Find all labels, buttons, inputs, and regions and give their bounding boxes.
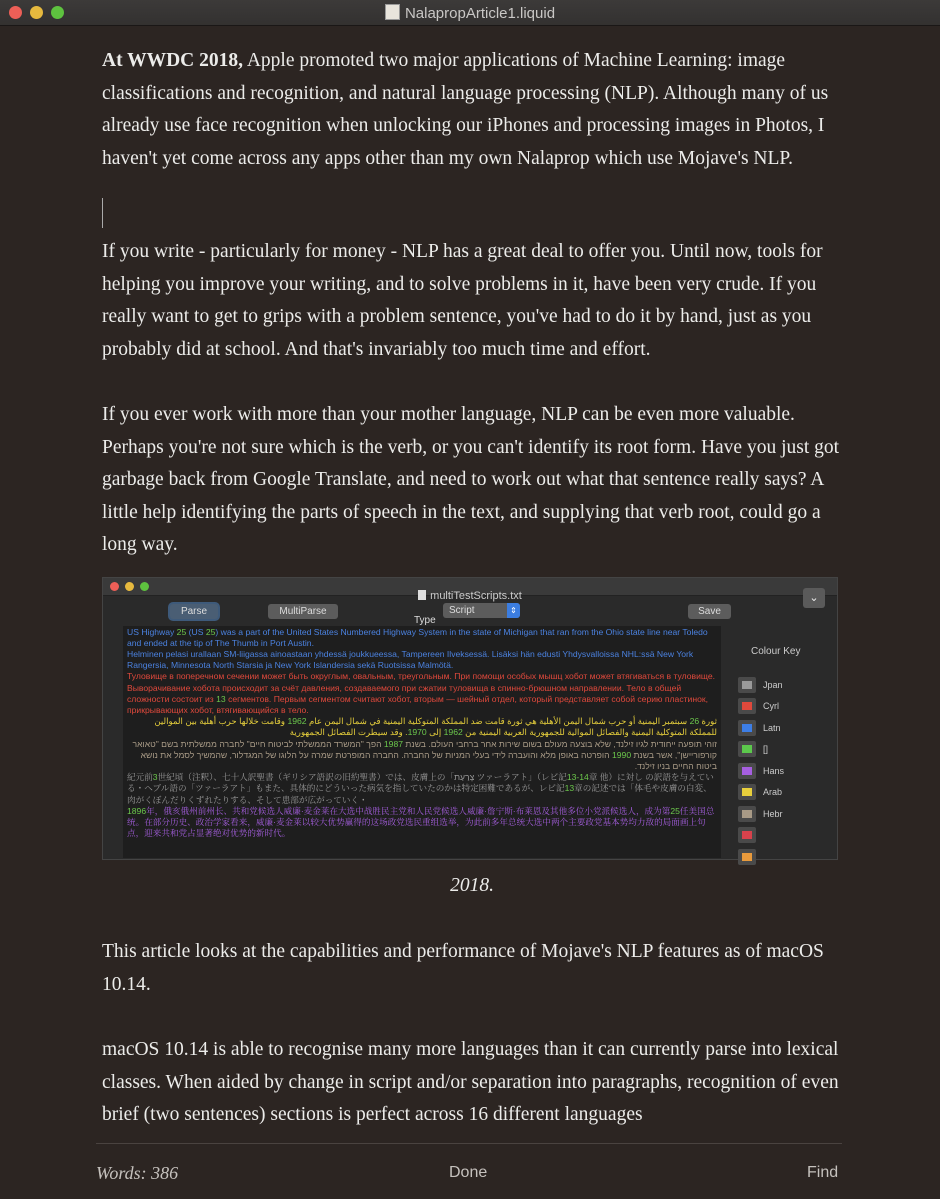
word-count: Words: 386 bbox=[96, 1163, 179, 1183]
shot-text-line: זוהי תופעה ייחודית לגיו זילנד, שלא בוצעה מעולם בשום שירות אחר ברחבי העולם. בשנת 1987 הפך "המשרד הממשלתי לביטוח חיים" לחברה ממשלתית בשם "טאואר קורפוריישן", אשר בשנת 1990 הופרטה באופן מלא והועברה לידי בעלי המניות של החברה. החברה המופרטת שמרה על הלוגו של המגדלור, שהמשיך לסמל את נושא ביטוח החיים בניו זילנד. bbox=[132, 738, 717, 771]
number-token: 1962 bbox=[443, 727, 463, 738]
colour-swatch-icon bbox=[738, 741, 756, 757]
number-token: 13-14 bbox=[566, 772, 589, 783]
colour-key-label: [] bbox=[763, 744, 769, 754]
shot-text-line: 1896年，俄亥俄州前州长、共和党候选人威廉·麦金莱在大选中战胜民主党和人民党候选人威廉·詹宁斯·布莱恩及其他多位小党派候选人，成为第25任美国总统。在部分历史、政治学家看来，威廉·麦金莱以较大优势赢得的这场政党选民重组选举，为此前多年总统大选中两个主要政党基本势均力敌的局面画上句点，迎来共和党占显著绝对优势的新时代。 bbox=[127, 805, 715, 839]
colour-key-item bbox=[743, 739, 833, 761]
number-token: 3 bbox=[152, 772, 158, 783]
document-icon bbox=[385, 4, 400, 20]
colour-key-item bbox=[743, 803, 833, 825]
colour-key-label: Jpan bbox=[763, 679, 783, 690]
window-title: NalapropArticle1.liquid bbox=[0, 4, 940, 22]
colour-key-label: Hebr bbox=[763, 808, 783, 819]
colour-key-label: Hans bbox=[763, 765, 785, 776]
colour-key-item bbox=[743, 696, 833, 718]
colour-key-label: Latn bbox=[763, 722, 781, 733]
colour-swatch-icon bbox=[738, 784, 756, 800]
shot-text-line: Helminen pelasi urallaan SM-liigassa ainoastaan yhdessä joukkueessa, Tampereen Ilveksessä. Lisäksi hän edusti Yhdysvalloissa NHL:ssä New York Rangersia, Minnesota North Starsia ja New York Islandersia sekä Ruotsissa Malmötä. bbox=[127, 648, 694, 671]
colour-key-item bbox=[743, 674, 833, 696]
number-token: 25 bbox=[670, 805, 680, 816]
colour-swatch-icon bbox=[738, 849, 756, 865]
colour-swatch-icon bbox=[738, 763, 756, 779]
paragraph-5: macOS 10.14 is able to recognise many more languages than it can currently parse into lexical classes. When aided by change in script and/or separation into paragraphs, recognition of even brief (two sentences) sections is perfect across 16 different languages bbox=[102, 1039, 839, 1125]
shot-document-icon bbox=[418, 590, 426, 600]
shot-type-label: Type bbox=[414, 614, 436, 626]
paragraph-3: If you ever work with more than your mother language, NLP can be even more valuable. Perhaps you're not sure which is the verb, or you can't identify its root form. Have you just got garbage back from Google Translate, and need to work out what that sentence really says? A little help identifying the parts of speech in the text, and supplying that verb root, could go a long way. bbox=[102, 404, 840, 555]
paragraph-4: This article looks at the capabilities and performance of Mojave's NLP features as of macOS 10.14. bbox=[102, 941, 824, 995]
select-stepper-icon: ⇕ bbox=[507, 603, 520, 618]
shot-save-button: Save bbox=[688, 604, 731, 619]
colour-swatch-icon bbox=[738, 720, 756, 736]
colour-swatch-icon bbox=[738, 677, 756, 693]
colour-key-label: Cyrl bbox=[763, 701, 779, 711]
colour-key-item bbox=[743, 782, 833, 804]
colour-key-item bbox=[743, 760, 833, 782]
number-token: 1970 bbox=[407, 727, 427, 738]
number-token: 13 bbox=[216, 693, 226, 704]
colour-swatch-icon bbox=[738, 698, 756, 714]
colour-swatch-icon bbox=[738, 806, 756, 822]
colour-key-title: Colour Key bbox=[751, 645, 801, 657]
shot-text-line: Туловище в поперечном сечении может быть округлым, овальным, треугольным. При помощи особых мышц хобот может втягиваться в туловище. Выворачивание хобота происходит за счёт давления, создаваемого при сжатии туловища в спинно-брюшном направлении. Тело в общей сложности состоит из 13 сегментов. Первым сегментом считают хобот, вторым — шейный отдел, который представляет собой серию пластинок, прикрывающих хобот, втягивающийся в тело. bbox=[127, 671, 716, 715]
number-token: 13 bbox=[564, 783, 575, 794]
number-token: 1962 bbox=[287, 716, 307, 727]
shot-text-line: ثورة 26 سبتمبر اليمنية أو حرب شمال اليمن الأهلية هي ثورة قامت ضد المملكة المتوكلية اليمنية في شمال اليمن عام 1962 وقامت خلالها حرب أهلية بين الموالين للمملكة المتوكلية اليمنية والفصائل الموالية للجمهورية العربية اليمنية من 1962 إلى 1970. وقد سيطرت الفصائل الجمهورية bbox=[154, 716, 717, 738]
lead-bold: At WWDC 2018, bbox=[102, 50, 244, 71]
colour-key-item bbox=[743, 717, 833, 739]
text-cursor bbox=[102, 198, 103, 228]
shot-type-select: Script ⇕ bbox=[443, 603, 520, 618]
shot-titlebar: multiTestScripts.txt bbox=[103, 578, 837, 596]
shot-multiparse-button: MultiParse bbox=[268, 604, 338, 619]
embedded-screenshot bbox=[102, 577, 838, 860]
paragraph-2: If you write - particularly for money - NLP has a great deal to offer you. Until now, tools for helping you improve your writing, and to solve problems in it, have been very crude. If you really want to get to grips with a problem sentence, you've had to do it by hand, just as you probably did at school. And that's invariably too much time and effort. bbox=[102, 241, 823, 360]
figure-caption: 2018. bbox=[450, 874, 494, 896]
shot-text-view bbox=[123, 626, 721, 858]
number-token: 25 bbox=[176, 626, 187, 637]
number-token: 1896 bbox=[127, 805, 147, 816]
footer-bar bbox=[0, 1155, 940, 1185]
number-token: 1990 bbox=[611, 749, 632, 760]
done-button[interactable]: Done bbox=[449, 1164, 488, 1181]
paragraph-1: At WWDC 2018, Apple promoted two major applications of Machine Learning: image classifications and recognition, and natural language processing (NLP). Although many of us already use face recognition when unlocking our iPhones and processing images in Photos, I haven't yet come across any apps other than my own Nalaprop which use Mojave's NLP. bbox=[102, 50, 829, 169]
chevron-down-icon: ⌄ bbox=[803, 588, 825, 608]
colour-key-item bbox=[743, 846, 833, 868]
number-token: 25 bbox=[205, 626, 216, 637]
article-editor[interactable] bbox=[102, 45, 842, 1165]
footer-divider bbox=[96, 1143, 842, 1144]
window-titlebar bbox=[0, 0, 940, 26]
number-token: 26 bbox=[689, 716, 700, 727]
colour-key bbox=[743, 626, 833, 868]
colour-key-item bbox=[743, 825, 833, 847]
shot-text-line: 紀元前3世紀頃（注釈）、七十人訳聖書（ギリシア語訳の旧約聖書）では、皮膚上の「צָרַעַת ツァーラアト」（レビ記13-14章 他）に対し の訳語を与えている・ヘブル語の「ツァーラアト」もまた、具体的にどういった病気を指していたのかは特定困難であるが、レビ記13章の記述では「体毛や皮膚の白変、肉がくぼんだりくずれたりする、そして患部が広がっていく・ bbox=[127, 772, 714, 805]
colour-key-label: Arab bbox=[763, 787, 783, 797]
number-token: 1987 bbox=[383, 738, 404, 749]
shot-text-line: US Highway 25 (US 25) was a part of the United States Numbered Highway System in the state of Michigan that ran from the Ohio state line near Toledo and ended at the tip of The Thumb in Port Austin. bbox=[127, 626, 708, 648]
colour-swatch-icon bbox=[738, 827, 756, 843]
shot-parse-button: Parse bbox=[170, 604, 218, 619]
find-button[interactable]: Find bbox=[807, 1164, 839, 1181]
